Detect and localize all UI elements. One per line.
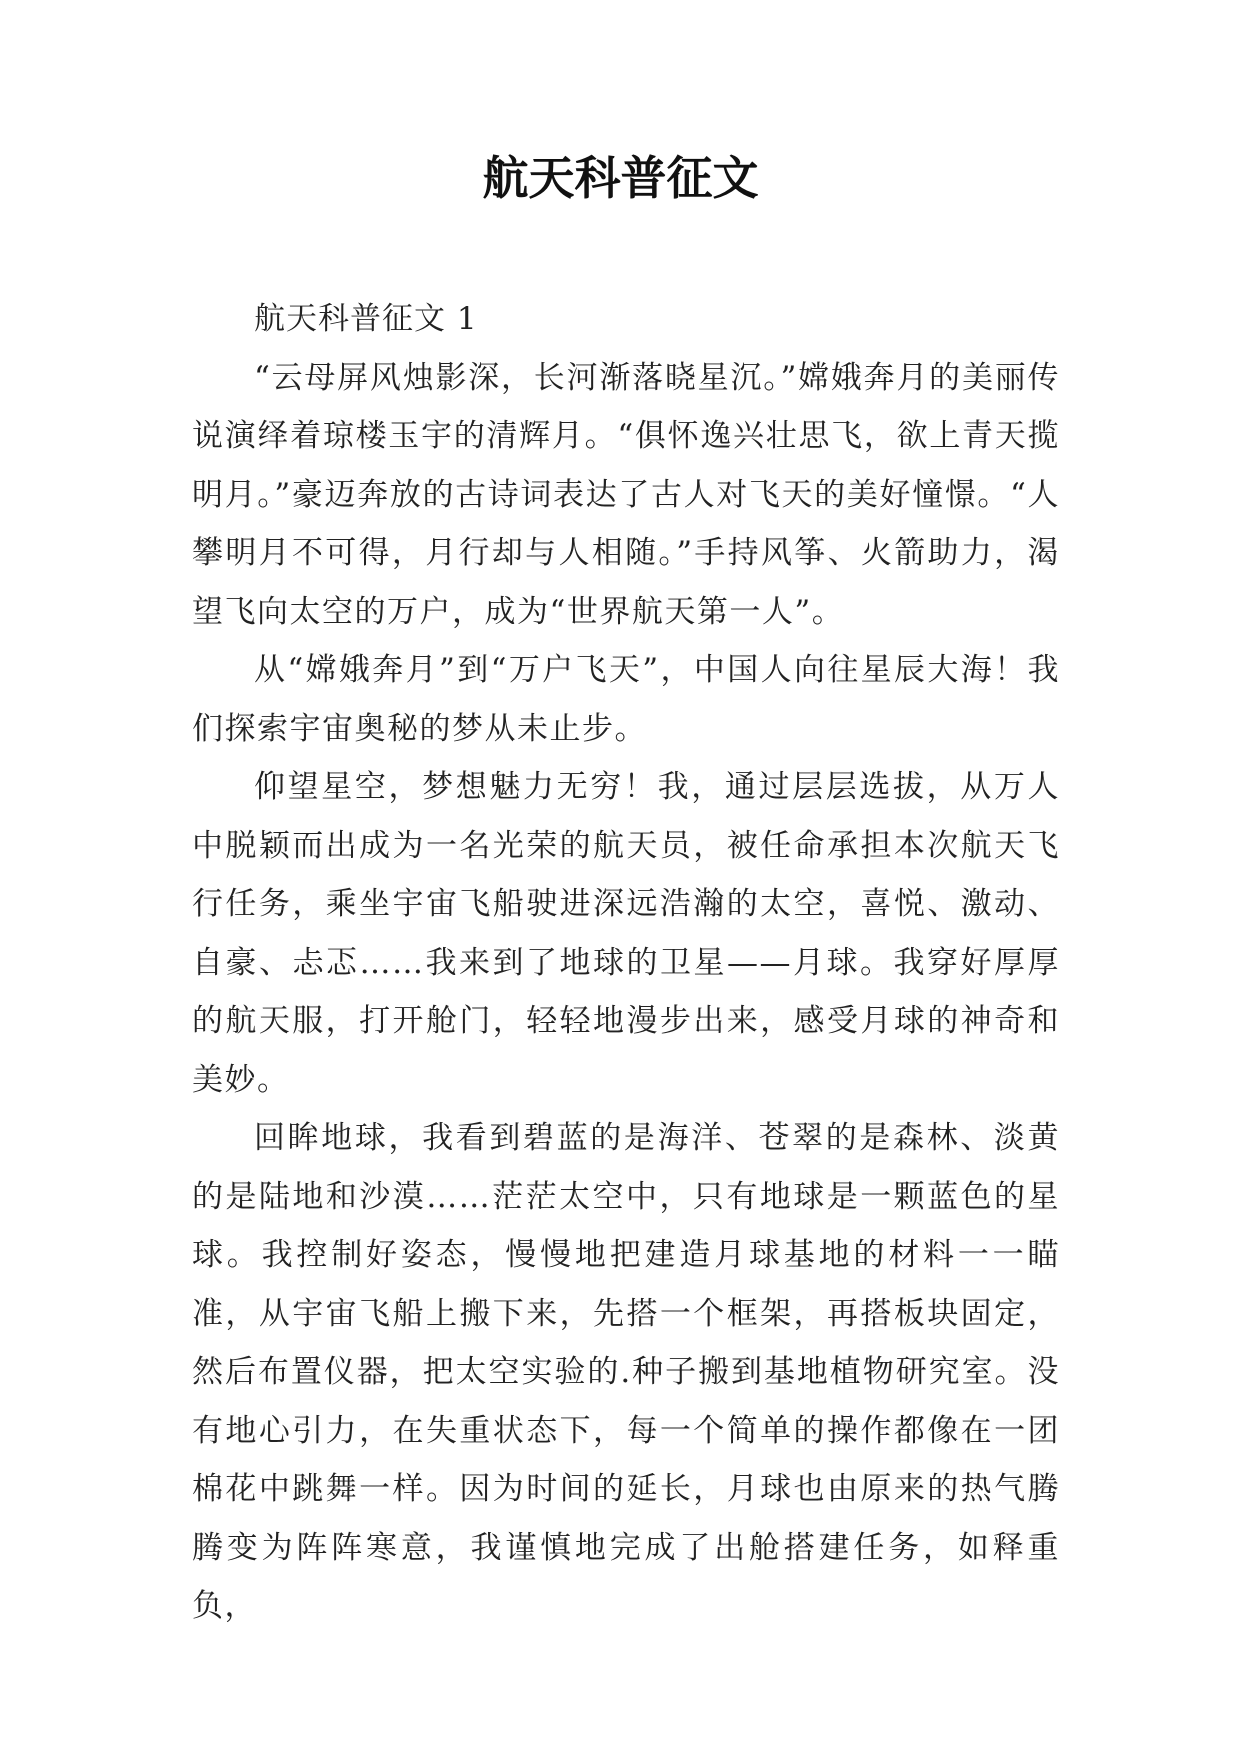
section-heading: 航天科普征文 1 (254, 301, 478, 337)
document-title: 航天科普征文 (482, 151, 759, 205)
document-body (192, 290, 1060, 1636)
body-paragraph: 回眸地球，我看到碧蓝的是海洋、苍翠的是森林、淡黄的是陆地和沙漠……茫茫太空中，只有地球是一颗蓝色的星球。我控制好姿态，慢慢地把建造月球基地的材料一一瞄准，从宇宙飞船上搬下来，先搭一个框架，再搭板块固定，然后布置仪器，把太空实验的.种子搬到基地植物研究室。没有地心引力，在失重状态下，每一个简单的操作都像在一团棉花中跳舞一样。因为时间的延长，月球也由原来的热气腾腾变为阵阵寒意，我谨慎地完成了出舱搭建任务，如释重负， (192, 1120, 1060, 1624)
body-paragraph: 仰望星空，梦想魅力无穷！我，通过层层选拔，从万人中脱颖而出成为一名光荣的航天员，被任命承担本次航天飞行任务，乘坐宇宙飞船驶进深远浩瀚的太空，喜悦、激动、自豪、忐忑……我来到了地球的卫星——月球。我穿好厚厚的航天服，打开舱门，轻轻地漫步出来，感受月球的神奇和美妙。 (192, 769, 1060, 1098)
body-paragraph: 从“嫦娥奔月”到“万户飞天”，中国人向往星辰大海！我们探索宇宙奥秘的梦从未止步。 (192, 652, 1060, 747)
body-paragraph: “云母屏风烛影深，长河渐落晓星沉。”嫦娥奔月的美丽传说演绎着琼楼玉宇的清辉月。“俱怀逸兴壮思飞，欲上青天揽明月。”豪迈奔放的古诗词表达了古人对飞天的美好憧憬。“人攀明月不可得，月行却与人相随。”手持风筝、火箭助力，渴望飞向太空的万户，成为“世界航天第一人”。 (192, 359, 1060, 630)
